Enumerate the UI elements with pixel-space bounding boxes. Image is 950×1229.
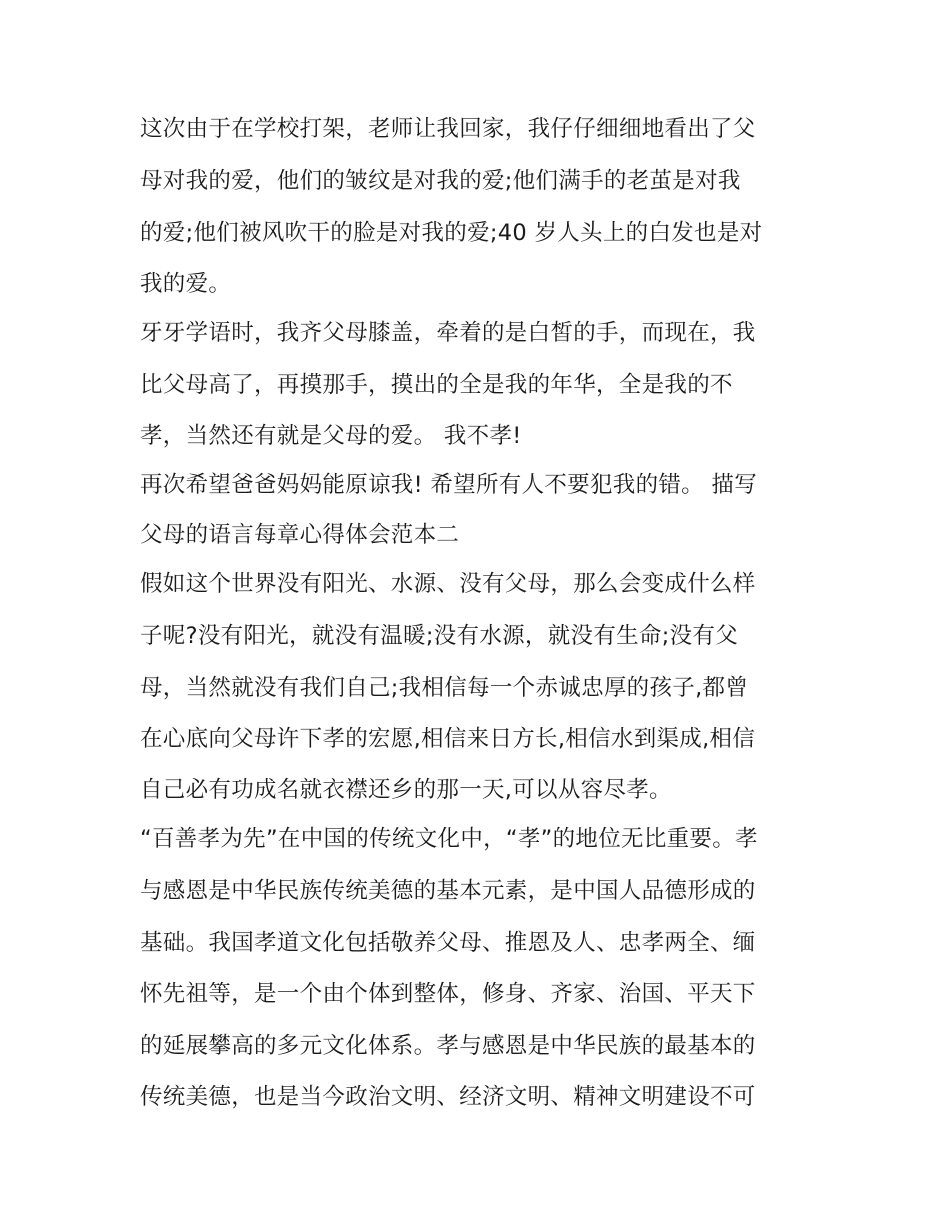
text-line: 牙牙学语时，我齐父母膝盖，牵着的是白皙的手，而现在，我 bbox=[140, 320, 756, 346]
text-line: 再次希望爸爸妈妈能原谅我! 希望所有人不要犯我的错。 描写 bbox=[140, 472, 758, 498]
text-line: 假如这个世界没有阳光、水源、没有父母，那么会变成什么样 bbox=[140, 571, 756, 597]
text-line: 母对我的爱，他们的皱纹是对我的爱;他们满手的老茧是对我 bbox=[140, 168, 741, 194]
text-line: 的爱;他们被风吹干的脸是对我的爱;40 岁人头上的白发也是对 bbox=[140, 220, 763, 246]
text-line: 母，当然就没有我们自己;我相信每一个赤诚忠厚的孩子,都曾 bbox=[140, 675, 749, 701]
text-line: 比父母高了，再摸那手，摸出的全是我的年华，全是我的不 bbox=[140, 372, 733, 398]
text-line: 怀先祖等，是一个由个体到整体，修身、齐家、治国、平天下 bbox=[140, 981, 756, 1007]
text-line: 基础。我国孝道文化包括敬养父母、推恩及人、忠孝两全、缅 bbox=[140, 930, 756, 956]
text-line: 自己必有功成名就衣襟还乡的那一天,可以从容尽孝。 bbox=[140, 777, 672, 803]
text-line: 这次由于在学校打架，老师让我回家，我仔仔细细地看出了父 bbox=[140, 116, 756, 142]
text-line: 的延展攀高的多元文化体系。孝与感恩是中华民族的最基本的 bbox=[140, 1033, 756, 1059]
text-line: 父母的语言每章心得体会范本二 bbox=[140, 522, 460, 548]
text-line: “百善孝为先”在中国的传统文化中，“孝”的地位无比重要。孝 bbox=[140, 826, 758, 852]
text-line: 我的爱。 bbox=[140, 271, 232, 297]
text-line: 与感恩是中华民族传统美德的基本元素，是中国人品德形成的 bbox=[140, 878, 756, 904]
text-line: 子呢?没有阳光，就没有温暖;没有水源，就没有生命;没有父 bbox=[140, 623, 739, 649]
text-line: 传统美德，也是当今政治文明、经济文明、精神文明建设不可 bbox=[140, 1084, 756, 1110]
text-line: 在心底向父母许下孝的宏愿,相信来日方长,相信水到渠成,相信 bbox=[140, 726, 756, 752]
text-line: 孝，当然还有就是父母的爱。 我不孝! bbox=[140, 423, 522, 449]
